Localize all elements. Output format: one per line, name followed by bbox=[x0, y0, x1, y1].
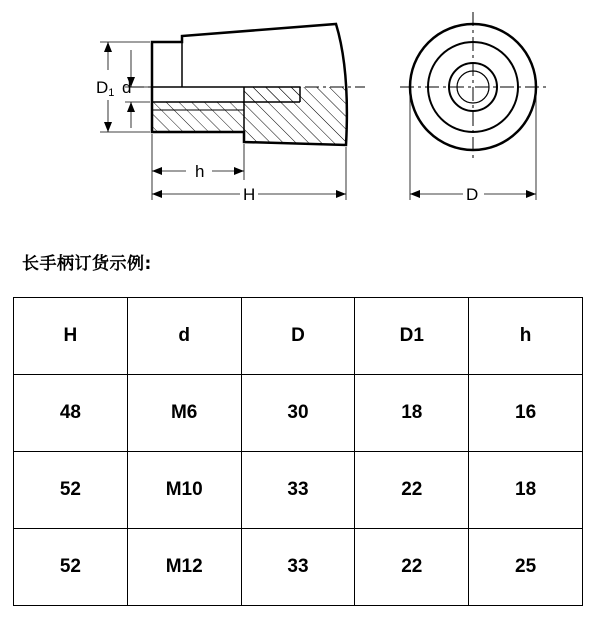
dim-label-D1: D1 bbox=[96, 78, 115, 99]
table-cell: M6 bbox=[127, 375, 241, 452]
dim-label-H: H bbox=[243, 185, 256, 204]
table-cell: 52 bbox=[14, 529, 128, 606]
table-cell: M10 bbox=[127, 452, 241, 529]
technical-drawing bbox=[0, 0, 604, 230]
table-cell: 22 bbox=[355, 529, 469, 606]
table-header-cell: d bbox=[127, 298, 241, 375]
table-cell: 33 bbox=[241, 452, 355, 529]
table-header-cell: D1 bbox=[355, 298, 469, 375]
spec-table bbox=[13, 297, 583, 606]
table-cell: 52 bbox=[14, 452, 128, 529]
table-cell: M12 bbox=[127, 529, 241, 606]
dim-label-D: D bbox=[466, 185, 479, 204]
dim-label-d: d bbox=[122, 78, 132, 97]
table-cell: 48 bbox=[14, 375, 128, 452]
table-row bbox=[14, 375, 583, 452]
table-row bbox=[14, 529, 583, 606]
table-cell: 22 bbox=[355, 452, 469, 529]
table-header-cell: h bbox=[469, 298, 583, 375]
table-header-cell: D bbox=[241, 298, 355, 375]
table-cell: 25 bbox=[469, 529, 583, 606]
side-view bbox=[96, 24, 365, 204]
table-cell: 18 bbox=[355, 375, 469, 452]
page-heading: 长手柄订货示例: bbox=[22, 254, 152, 274]
dim-label-h: h bbox=[195, 162, 205, 181]
table-row bbox=[14, 452, 583, 529]
table-header-row bbox=[14, 298, 583, 375]
end-view bbox=[400, 12, 546, 204]
table-cell: 30 bbox=[241, 375, 355, 452]
table-cell: 33 bbox=[241, 529, 355, 606]
table-header-cell: H bbox=[14, 298, 128, 375]
table-cell: 16 bbox=[469, 375, 583, 452]
table-cell: 18 bbox=[469, 452, 583, 529]
